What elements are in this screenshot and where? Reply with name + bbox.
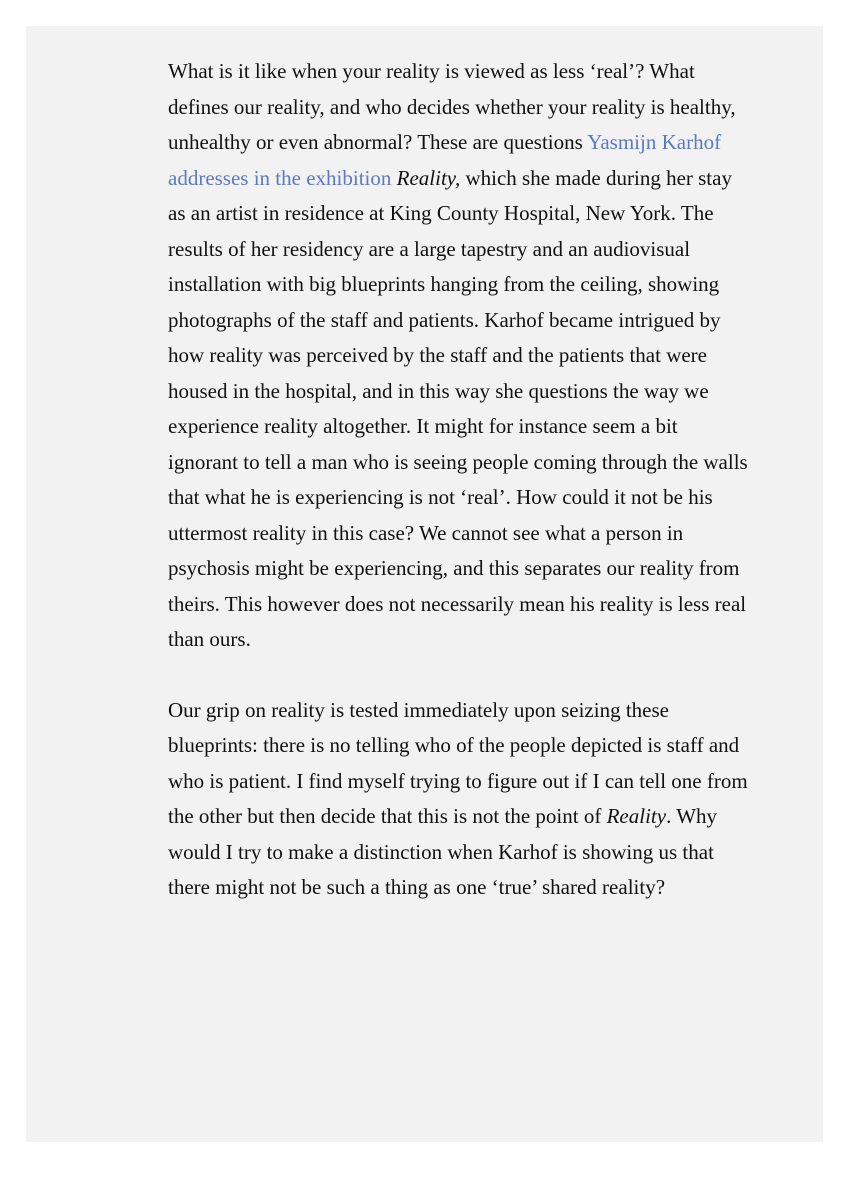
paragraph-blueprints: [168, 693, 748, 906]
page-panel: [26, 26, 823, 1142]
artist-exhibition-link[interactable]: Yasmijn Karhof addresses in the exhibition: [168, 130, 722, 190]
paragraph-blueprints-text-start: Our grip on reality is tested immediately upon seizing these blueprints: there is no telling who of the people depicted is staff and who is patient. I find myself trying to figure out if I can tell one from the other but then decide that this is not the point of: [168, 697, 748, 828]
paragraph-blueprints-text-end: . Why would I try to make a distinction when Karhof is showing us that there might not be such a thing as one ‘true’ shared reality?: [168, 804, 718, 899]
article-body: [168, 54, 748, 906]
exhibition-title-italic: Reality,: [396, 165, 461, 190]
paragraph-intro-text-start: What is it like when your reality is viewed as less ‘real’? What defines our reality, and who decides whether your reality is healthy, unhealthy or even abnormal? These are questions: [168, 59, 736, 154]
paragraph-intro-text-end: which she made during her stay as an artist in residence at King County Hospital, New York. The results of her residency are a large tapestry and an audiovisual installation with big blueprints hanging from the ceiling, showing photographs of the staff and patients. Karhof became intrigued by how reality was perceived by the staff and the patients that were housed in the hospital, and in this way she questions the way we experience reality altogether. It might for instance seem a bit ignorant to tell a man who is seeing people coming through the walls that what he is experiencing is not ‘real’. How could it not be his uttermost reality in this case? We cannot see what a person in psychosis might be experiencing, and this separates our reality from theirs. This however does not necessarily mean his reality is less real than ours.: [168, 165, 748, 651]
paragraph-intro: [168, 54, 748, 658]
exhibition-title-italic-2: Reality: [606, 804, 667, 828]
